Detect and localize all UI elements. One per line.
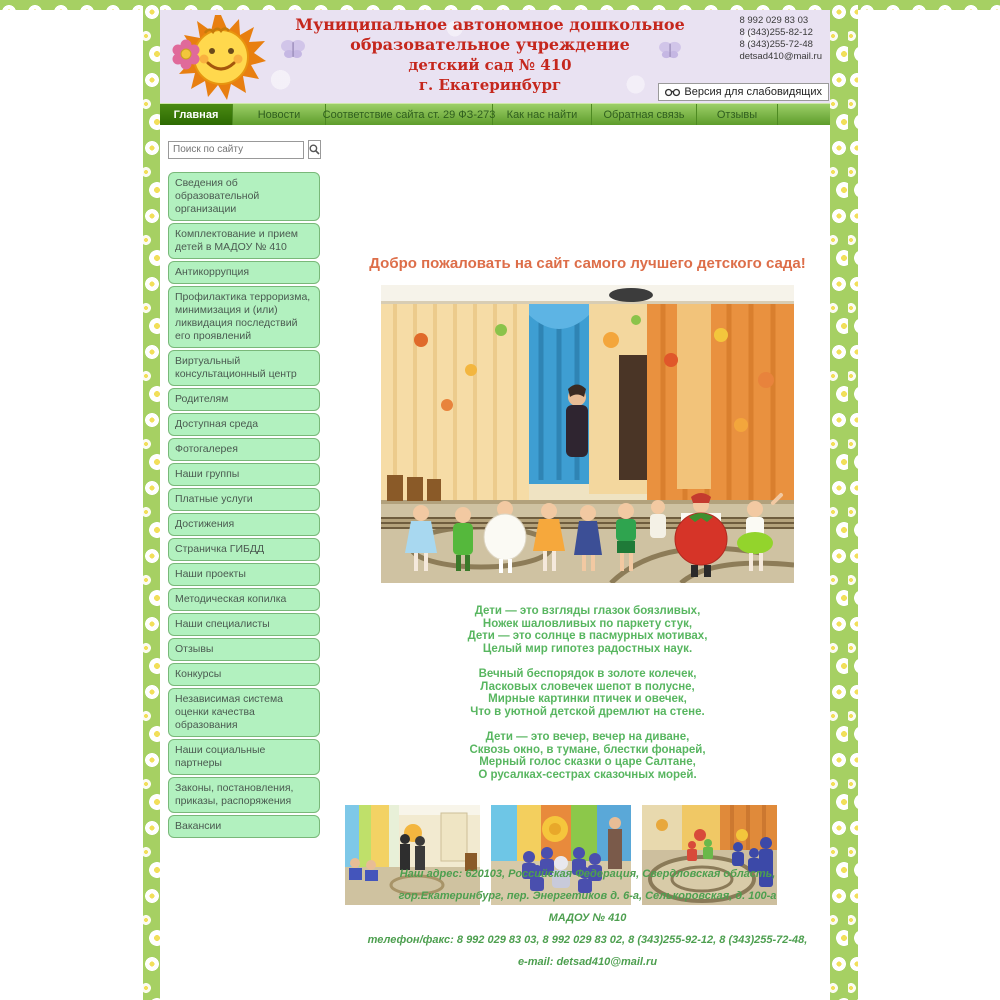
- title-line-2: образовательное учреждение: [350, 35, 630, 54]
- phone-number: 8 (343)255-82-12: [739, 27, 813, 38]
- sidebar-item-org-info[interactable]: Сведения об образовательной организации: [168, 172, 320, 221]
- sidebar-item-laws-orders[interactable]: Законы, постановления, приказы, распоряжения: [168, 777, 320, 813]
- sidebar-item-our-groups[interactable]: Наши группы: [168, 463, 320, 486]
- title-line-3: детский сад № 410: [408, 56, 572, 74]
- footer-line-phones: телефон/факс: 8 992 029 83 03, 8 992 029 83 02, 8 (343)255-92-12, 8 (343)255-72-48,: [367, 934, 808, 946]
- footer-address: [345, 868, 830, 978]
- footer-line-address: Наш адрес: 620103, Российская Федерация, Свердловская область,: [399, 868, 776, 880]
- sun-logo: [164, 12, 274, 102]
- sidebar-menu: [168, 172, 320, 838]
- poem-line: Мирные картинки птичек и овечек,: [488, 693, 687, 705]
- poem-stanza: [345, 605, 830, 655]
- search-icon: [309, 144, 320, 155]
- sidebar-item-methodical-collection[interactable]: Методическая копилка: [168, 588, 320, 611]
- nav-item-news[interactable]: Новости: [233, 104, 326, 125]
- sidebar-item-our-specialists[interactable]: Наши специалисты: [168, 613, 320, 636]
- email-link[interactable]: detsad410@mail.ru: [739, 51, 822, 62]
- sidebar-item-vacancies[interactable]: Вакансии: [168, 815, 320, 838]
- poem-stanza: [345, 668, 830, 718]
- sidebar-item-paid-services[interactable]: Платные услуги: [168, 488, 320, 511]
- search-button[interactable]: [308, 140, 321, 159]
- site-search: [168, 140, 320, 159]
- header-contacts: [739, 15, 822, 63]
- poem-line: Дети — это вечер, вечер на диване,: [485, 731, 690, 743]
- phone-number: 8 (343)255-72-48: [739, 39, 813, 50]
- sidebar-item-social-partners[interactable]: Наши социальные партнеры: [168, 739, 320, 775]
- poem: [345, 605, 830, 781]
- poem-line: Дети — это взгляды глазок боязливых,: [474, 605, 701, 617]
- sidebar-item-contests[interactable]: Конкурсы: [168, 663, 320, 686]
- poem-line: Ножек шаловливых по паркету стук,: [482, 617, 693, 630]
- nav-item-site-compliance[interactable]: Соответствие сайта ст. 29 ФЗ-273: [326, 104, 493, 125]
- search-input[interactable]: [168, 141, 304, 159]
- sidebar-item-enrollment[interactable]: Комплектование и прием детей в МАДОУ № 410: [168, 223, 320, 259]
- daisy-border-right: [830, 0, 858, 1000]
- poem-line: Мерный голос сказки о царе Салтане,: [479, 756, 696, 768]
- poem-line: Ласковых словечек шепот в полусне,: [480, 680, 695, 693]
- footer-line-org: МАДОУ № 410: [548, 912, 627, 924]
- sidebar-item-achievements[interactable]: Достижения: [168, 513, 320, 536]
- accessibility-version-button[interactable]: [658, 83, 829, 101]
- sidebar: [168, 140, 320, 840]
- nav-item-feedback[interactable]: Обратная связь: [592, 104, 697, 125]
- poem-line: Целый мир гипотез радостных наук.: [482, 642, 693, 655]
- phone-number: 8 992 029 83 03: [739, 15, 809, 26]
- footer-line-email: e-mail: detsad410@mail.ru: [517, 956, 658, 968]
- sidebar-item-for-parents[interactable]: Родителям: [168, 388, 320, 411]
- sidebar-item-our-projects[interactable]: Наши проекты: [168, 563, 320, 586]
- nav-filler: [778, 104, 830, 125]
- sidebar-item-accessible-environment[interactable]: Доступная среда: [168, 413, 320, 436]
- nav-item-home[interactable]: Главная: [160, 104, 233, 125]
- nav-item-how-to-find-us[interactable]: Как нас найти: [493, 104, 592, 125]
- eyeglasses-icon: [665, 88, 680, 97]
- content-column: [160, 10, 830, 1000]
- poem-line: Вечный беспорядок в золоте колечек,: [478, 668, 697, 680]
- sidebar-item-anticorruption[interactable]: Антикоррупция: [168, 261, 320, 284]
- sidebar-item-traffic-police-page[interactable]: Страничка ГИБДД: [168, 538, 320, 561]
- poem-line: Что в уютной детской дремлют на стене.: [470, 705, 705, 718]
- accessibility-version-label: Версия для слабовидящих: [684, 86, 822, 98]
- header-banner: [160, 10, 830, 103]
- poem-stanza: [345, 731, 830, 781]
- title-line-4: г. Екатеринбург: [418, 76, 562, 94]
- sidebar-item-reviews[interactable]: Отзывы: [168, 638, 320, 661]
- footer-line-street: гор.Екатеринбург, пер. Энергетиков д. 6-а, Селькоровская, д. 100-а: [398, 890, 777, 902]
- sidebar-item-terrorism-prevention[interactable]: Профилактика терроризма, минимизация и (или) ликвидация последствий его проявлений: [168, 286, 320, 348]
- main-nav: [160, 103, 830, 125]
- poem-line: Дети — это солнце в пасмурных мотивах,: [467, 630, 708, 642]
- daisy-border-left: [143, 0, 160, 1000]
- main-photo-children-costume-party: [381, 285, 794, 583]
- poem-line: О русалках-сестрах сказочных морей.: [478, 768, 697, 781]
- sidebar-item-quality-assessment[interactable]: Независимая система оценки качества образования: [168, 688, 320, 737]
- title-line-1: Муниципальное автономное дошкольное: [295, 15, 685, 34]
- sidebar-item-photo-gallery[interactable]: Фотогалерея: [168, 438, 320, 461]
- welcome-heading: Добро пожаловать на сайт самого лучшего детского сада!: [369, 255, 806, 272]
- main-content: [345, 255, 830, 781]
- poem-line: Сквозь окно, в тумане, блестки фонарей,: [469, 743, 706, 756]
- site-title: [290, 15, 690, 95]
- nav-item-reviews[interactable]: Отзывы: [697, 104, 778, 125]
- sidebar-item-virtual-center[interactable]: Виртуальный консультационный центр: [168, 350, 320, 386]
